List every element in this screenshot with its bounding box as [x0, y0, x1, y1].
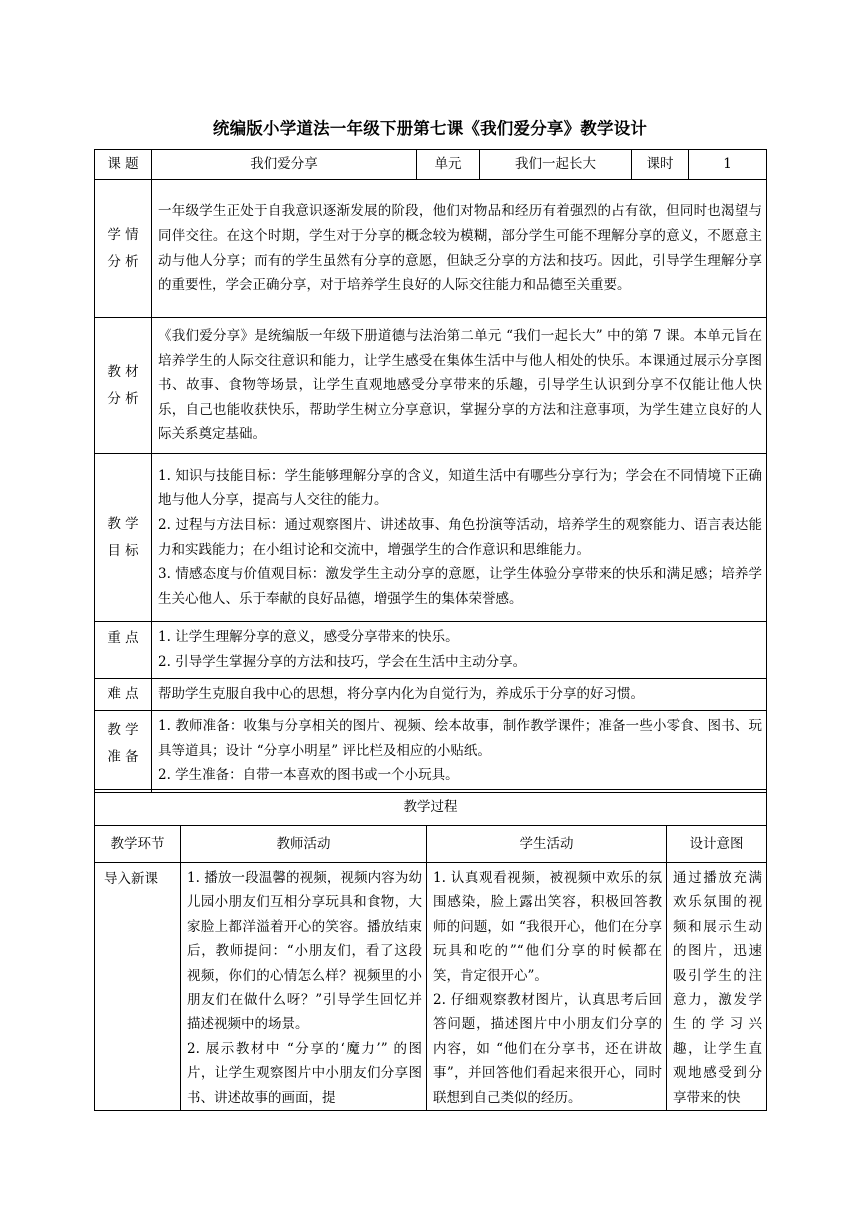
jiaocai-text: 《我们爱分享》是统编版一年级下册道德与法治第二单元 “我们一起长大” 中的第 7 课。本单元旨在培养学生的人际交往意识和能力，让学生感受在集体生活中与他人相处的快乐。本课通过展示分享图书、故事、食物等场景，让学生直观地感受分享带来的乐趣，引导学生认识到分享不仅能让他人快乐，自己也能收获快乐，帮助学生树立分享意识，掌握分享的方法和注意事项，为学生建立良好的人际关系奠定基础。 — [152, 318, 767, 454]
column-header: 教学环节 — [95, 826, 181, 863]
student-activity-item: 2. 仔细观察教材图片，认真思考后回答问题，描述图片中小朋友们分享的内容，如 “他们在分享书，还在讲故事”，并回答他们看起来很开心，同时联想到自己类似的经历。 — [433, 992, 662, 1106]
zhongdian-row — [95, 622, 767, 679]
stage-cell: 导入新课 — [95, 863, 181, 1111]
mubiao-label-line1: 教 学 — [107, 515, 139, 532]
nandian-label: 难 点 — [95, 679, 152, 711]
column-header: 教师活动 — [181, 826, 427, 863]
nandian-text: 帮助学生克服自我中心的思想，将分享内化为自觉行为，养成乐于分享的好习惯。 — [152, 679, 767, 711]
zhunbei-text — [152, 710, 767, 792]
xueqing-text: 一年级学生正处于自我意识逐渐发展的阶段，他们对物品和经历有着强烈的占有欲，但同时也渴望与同伴交往。在这个时期，学生对于分享的概念较为模糊，部分学生可能不理解分享的意义，不愿意主动与他人分享；而有的学生虽然有分享的意愿，但缺乏分享的方法和技巧。因此，引导学生理解分享的重要性，学会正确分享，对于培养学生良好的人际交往能力和品德至关重要。 — [152, 180, 767, 318]
xueqing-label-line1: 学 情 — [107, 226, 139, 243]
info-row — [95, 150, 767, 180]
mubiao-item: 2. 过程与方法目标：通过观察图片、讲述故事、角色扮演等活动，培养学生的观察能力、语言表达能力和实践能力；在小组讨论和交流中，增强学生的合作意识和思维能力。 — [158, 516, 762, 558]
zhongdian-item: 2. 引导学生掌握分享的方法和技巧，学会在生活中主动分享。 — [158, 654, 527, 670]
document-title: 统编版小学道法一年级下册第七课《我们爱分享》教学设计 — [212, 119, 648, 138]
mubiao-item: 1. 知识与技能目标：学生能够理解分享的含义，知道生活中有哪些分享行为；学会在不同情境下正确地与他人分享，提高与人交往的能力。 — [158, 467, 762, 509]
jiaocai-label — [95, 318, 152, 454]
process-heading-row — [95, 790, 767, 826]
xueqing-row — [95, 180, 767, 318]
zhongdian-label: 重 点 — [95, 622, 152, 679]
xueqing-label — [95, 180, 152, 318]
mubiao-text — [152, 454, 767, 622]
zhunbei-item: 2. 学生准备：自带一本喜欢的图书或一个小玩具。 — [158, 767, 459, 784]
zhongdian-text — [152, 622, 767, 679]
topic-value: 我们爱分享 — [152, 150, 417, 180]
mubiao-label-line2: 目 标 — [107, 542, 139, 559]
teacher-activity-item: 2. 展示教材中 “分享的‘魔力’” 的图片，让学生观察图片中小朋友们分享图书、讲述故事的画面，提 — [187, 1040, 422, 1106]
zhunbei-label-line1: 教 学 — [107, 721, 139, 738]
nandian-row — [95, 679, 767, 711]
zhunbei-label — [95, 710, 152, 792]
jiaocai-label-line2: 分 析 — [107, 390, 139, 407]
column-header: 学生活动 — [427, 826, 667, 863]
column-header: 设计意图 — [667, 826, 767, 863]
unit-value: 我们一起长大 — [480, 150, 632, 180]
zhunbei-row — [95, 710, 767, 792]
process-row — [95, 863, 767, 1111]
teacher-activity-item: 1. 播放一段温馨的视频，视频内容为幼儿园小朋友们互相分享玩具和食物，大家脸上都洋溢着开心的笑容。播放结束后，教师提问：“小朋友们，看了这段视频，你们的心情怎么样？视频里的小朋友们在做什么呀？”引导学生回忆并描述视频中的场景。 — [187, 870, 422, 1033]
lesson-info-table — [94, 149, 767, 793]
design-intent-cell: 通过播放充满欢乐氛围的视频和展示生动的图片，迅速吸引学生的注意力，激发学生的学习兴趣，让学生直观地感受到分享带来的快 — [667, 863, 767, 1111]
teacher-activity-cell — [181, 863, 427, 1111]
jiaocai-row — [95, 318, 767, 454]
xueqing-label-line2: 分 析 — [107, 253, 139, 270]
hours-label: 课时 — [632, 150, 689, 180]
teaching-process-table — [94, 789, 767, 1111]
mubiao-label — [95, 454, 152, 622]
topic-label: 课 题 — [95, 150, 152, 180]
hours-value: 1 — [689, 150, 767, 180]
mubiao-item: 3. 情感态度与价值观目标：激发学生主动分享的意愿，让学生体验分享带来的快乐和满足感；培养学生关心他人、乐于奉献的良好品德，增强学生的集体荣誉感。 — [158, 566, 762, 607]
jiaocai-label-line1: 教 材 — [107, 363, 139, 380]
student-activity-item: 1. 认真观看视频，被视频中欢乐的氛围感染，脸上露出笑容，积极回答教师的问题，如 “我很开心，他们在分享玩具和吃的”“他们分享的时候都在笑，肯定很开心”。 — [433, 870, 662, 984]
student-activity-cell — [427, 863, 667, 1111]
zhunbei-label-line2: 准 备 — [107, 748, 139, 765]
process-header-row — [95, 826, 767, 863]
mubiao-row — [95, 454, 767, 622]
zhongdian-item: 1. 让学生理解分享的意义，感受分享带来的快乐。 — [158, 629, 459, 646]
unit-label: 单元 — [417, 150, 480, 180]
process-heading: 教学过程 — [95, 790, 767, 826]
zhunbei-item: 1. 教师准备：收集与分享相关的图片、视频、绘本故事，制作教学课件；准备一些小零食、图书、玩具等道具；设计 “分享小明星” 评比栏及相应的小贴纸。 — [158, 718, 762, 759]
